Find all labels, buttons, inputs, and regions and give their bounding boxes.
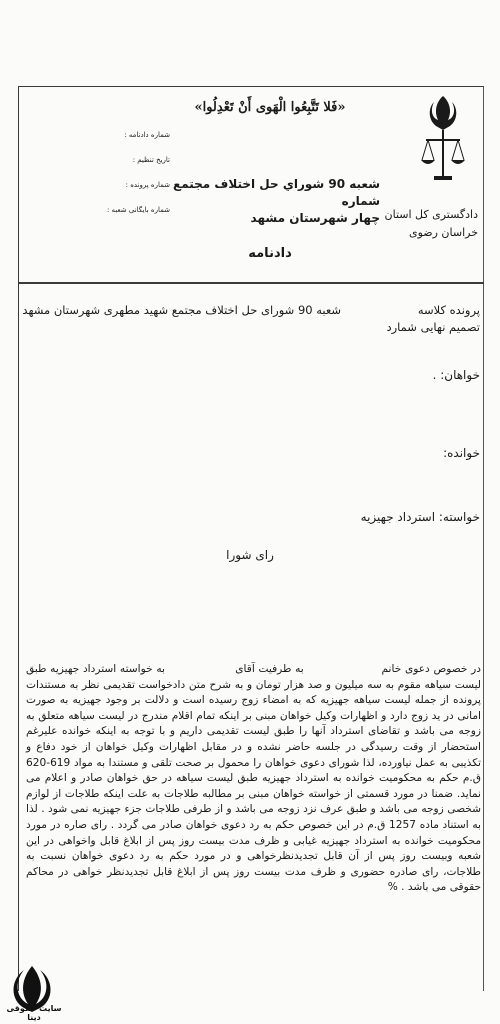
- meta-field-case-number: شماره پرونده :: [125, 181, 170, 189]
- frame-left-line: [18, 86, 19, 991]
- meta-field-date: تاریخ تنظیم :: [132, 156, 170, 164]
- document-title: دادنامه: [248, 246, 292, 261]
- branch-line-1: شعبه 90 شوراي حل اختلاف مجتمع شماره: [173, 177, 380, 208]
- case-file-line-1: پرونده کلاسه شعبه 90 شورای حل اختلاف مجتمع شهید مطهری شهرستان مشهد: [22, 303, 480, 317]
- case-file-line: [22, 302, 480, 336]
- branch-line-2: چهار شهرستان مشهد: [250, 211, 380, 225]
- verdict-paragraph: در خصوص دعوی خانم به طرفیت آقای به خواسته استرداد جهیزیه طبق لیست سیاهه مقوم به سه میلیون و صد هزار تومان و به شرح متن دادخواست تقدیمی نظر به مستندات پرونده از جمله لیست سیاهه جهیزیه که به امضاء زوج رسیده است و دلالت بر وجود جهیزیه به صورت امانی در ید زوج دارد و اظهارات وکیل خواهان مبنی بر اینکه تمام اقلام مندرج در لیست سیاهه متعلق به زوجه می باشد و تقاضای استرداد آنها را طبق لیست تقدیمی داریم و با توجه به اینکه خوانده علیرغم استحضار از وقت رسیدگی در جلسه حاضر نشده و در مقابل اظهارات وکیل خواهان از خود دفاع و تکذیبی به عمل نیاورده، لذا شورای دعوی خواهان را محمول بر صحت تلقی و مستندا به مواد 619-620 ق.م حکم به محکومیت خوانده به استرداد جهیزیه طبق لیست سیاهه در حق خواهان صادر و اعلام می نماید. ضمنا در مورد قسمتی از خواسته خواهان مبنی بر مطالبه طلاجات به علت اینکه طلاجات از لوازم شخصی زوجه می باشد و طبق عرف نزد زوجه می باشد و از طرفی طلاجات جزء جهیزیه نمی شود . لذا به استناد ماده 1257 ق.م در این خصوص حکم به رد دعوی خواهان صادر می گردد . رای صاره در مورد محکومیت خوانده به استرداد جهیزیه غیابی و ظرف مدت بیست روز پس از ابلاغ قابل واخواهی در این شعبه وبیست روز پس از آن قابل تجدیدنظرخواهی و در مورد حکم به رد دعوی خواهان نسبت به طلاجات، رای صادره حضوری و ظرف مدت بیست روز پس از ابلاغ قابل تجدیدنظر خواهی در محاکم حقوقی می باشد . %: [22, 663, 482, 894]
- header-separator: [18, 282, 484, 284]
- meta-field-archive-number: شماره بایگانی شعبه :: [106, 206, 170, 214]
- iran-emblem-icon: [418, 88, 468, 188]
- vote-title: رای شورا: [226, 548, 274, 562]
- frame-right-line: [483, 86, 484, 991]
- department-line-2: خراسان رضوی: [408, 226, 478, 239]
- meta-fields: [20, 124, 170, 224]
- case-file-line-2: تصمیم نهایی شمارد: [386, 320, 480, 334]
- frame-top-line: [18, 86, 484, 87]
- verdict-body: [22, 662, 482, 896]
- quran-verse: «فَلا تَتَّبِعُوا الْهَوى أَنْ تَعْدِلُوا»: [194, 100, 346, 115]
- department-line-1: دادگستری کل استان: [384, 208, 478, 221]
- demand-label: خواسته: استرداد جهیزیه: [360, 510, 480, 524]
- plaintiff-label: خواهان: .: [432, 368, 480, 382]
- defendant-label: خوانده:: [443, 446, 480, 460]
- branch-title: [170, 176, 380, 227]
- meta-field-verdict-number: شماره دادنامه :: [124, 131, 170, 139]
- site-watermark-text: سایت حقوقی دینا: [6, 1004, 62, 1022]
